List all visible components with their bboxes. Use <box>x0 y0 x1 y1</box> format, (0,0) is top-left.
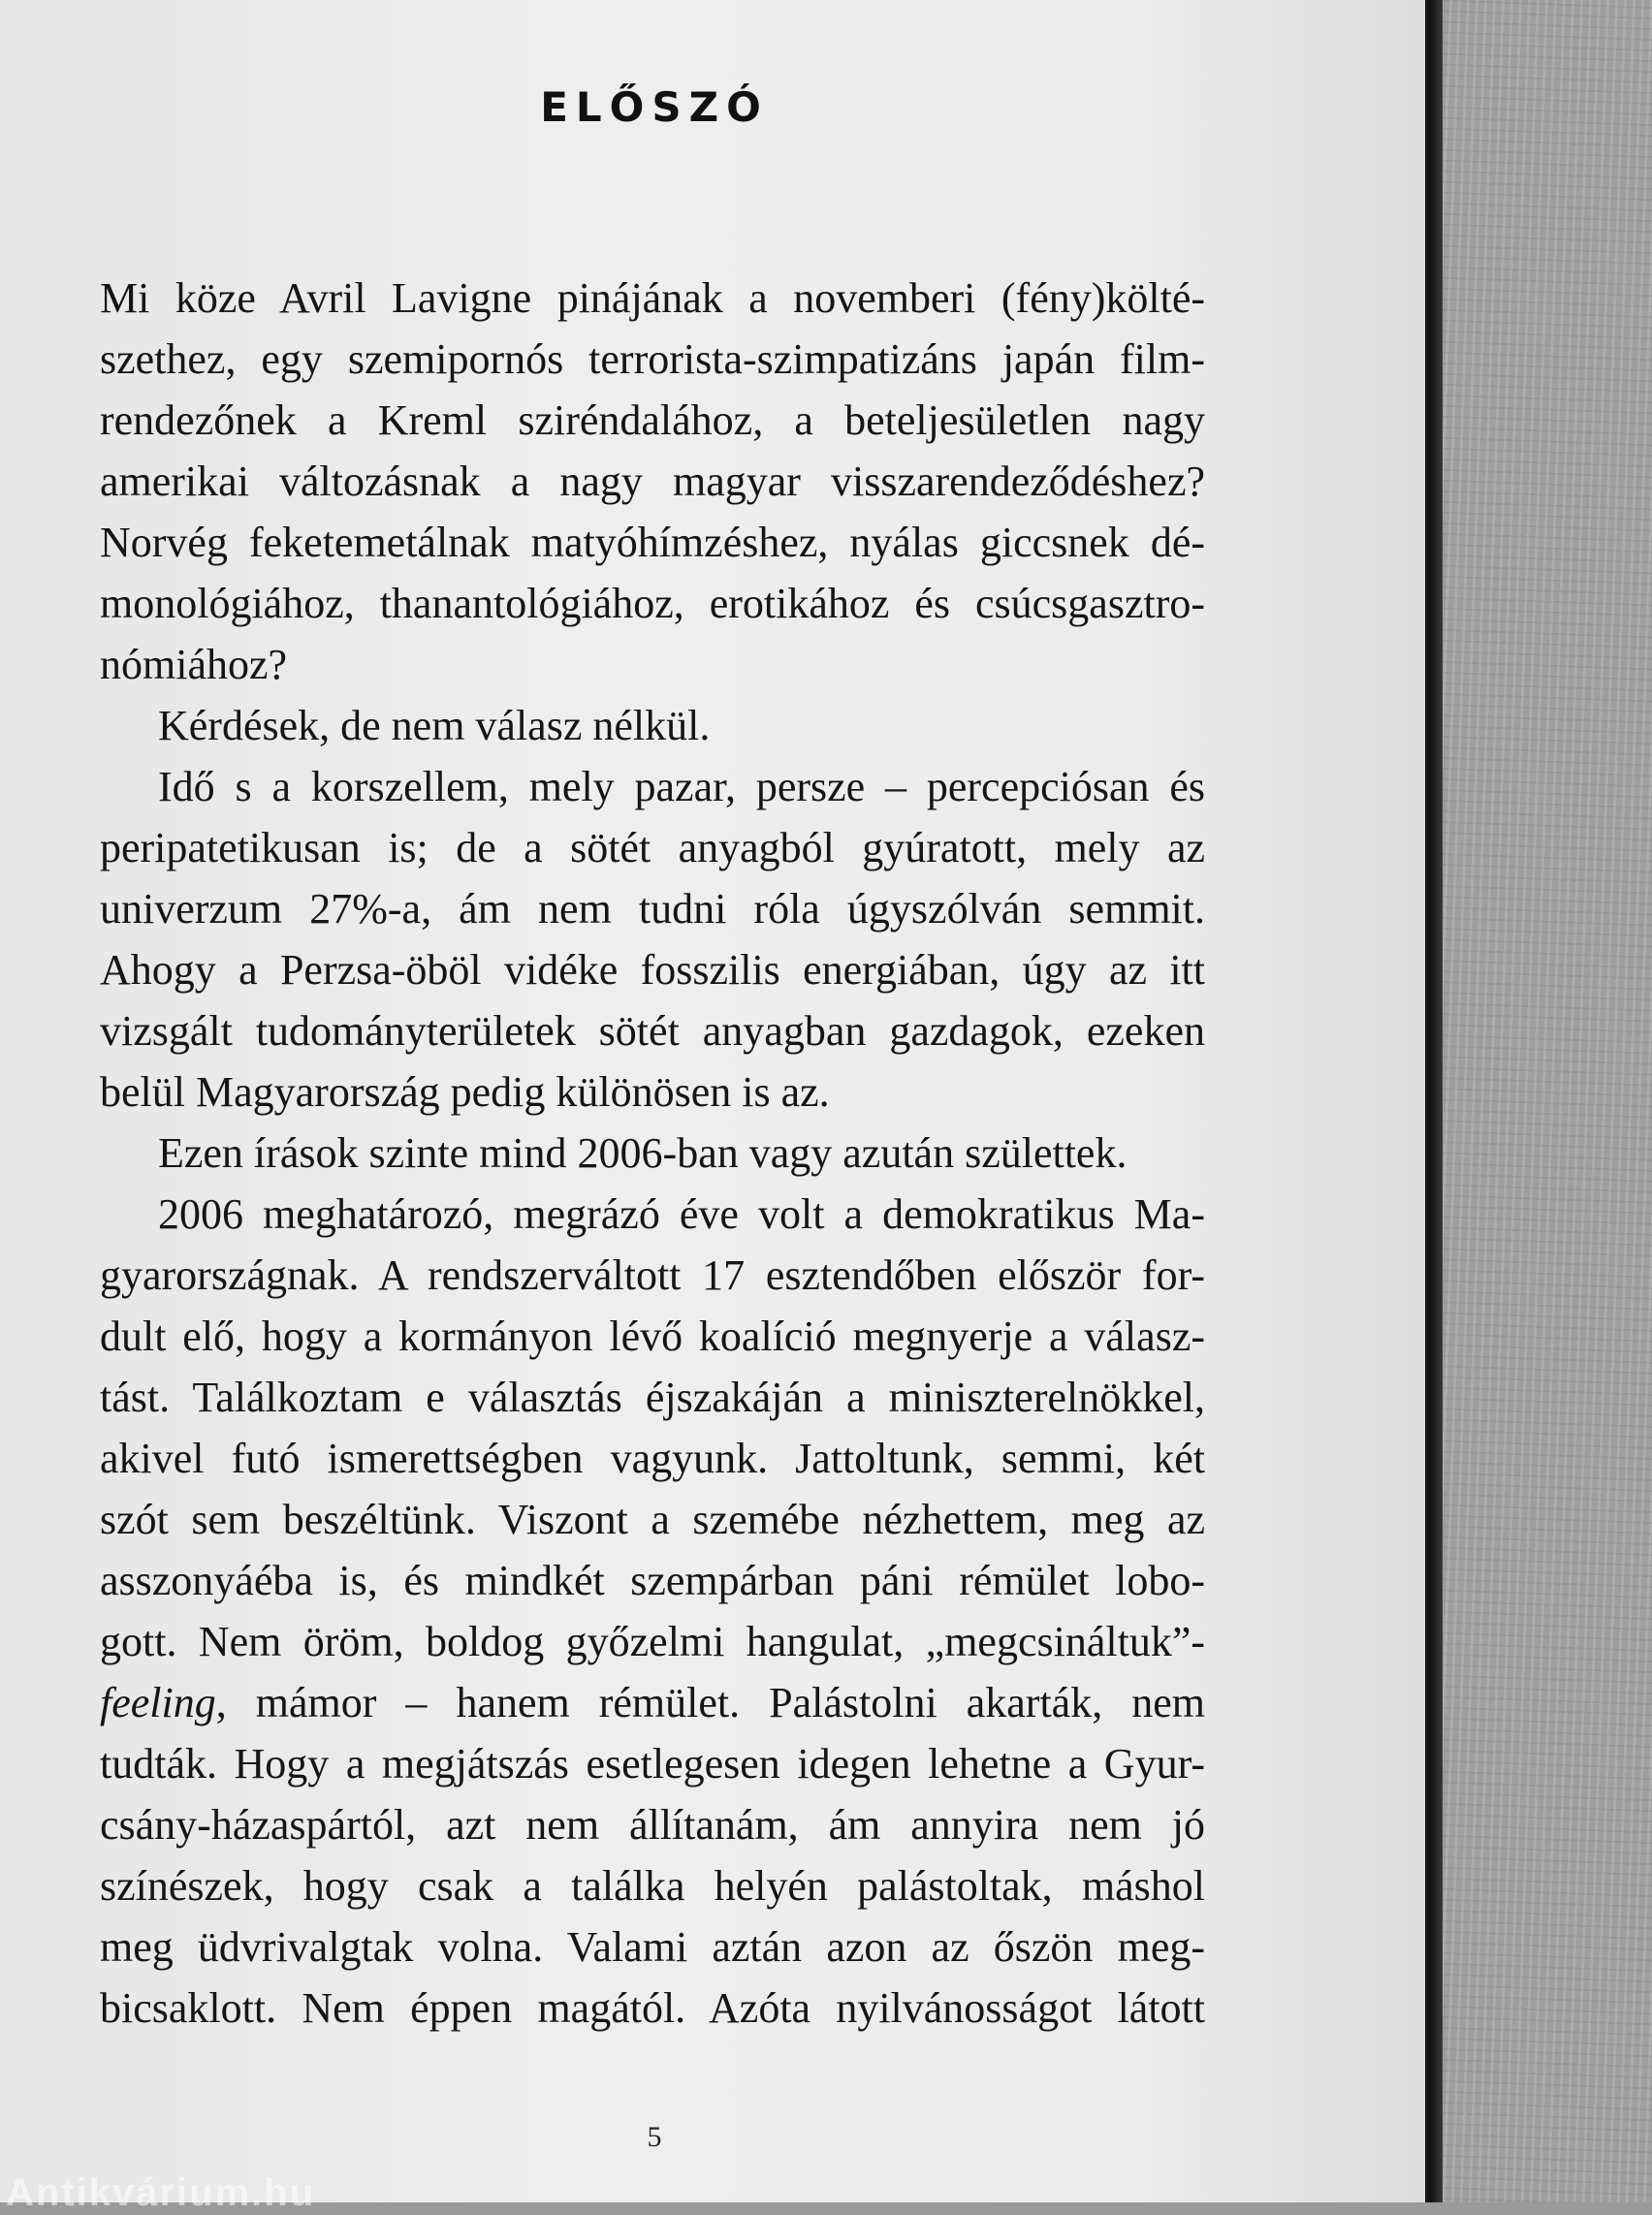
page-title: ELŐSZÓ <box>540 83 769 131</box>
text-line: rendezőnek a Kreml sziréndalához, a beteljesületlen nagy <box>100 396 1205 444</box>
text-line: amerikai változásnak a nagy magyar visszarendeződéshez? <box>100 458 1205 505</box>
text-line: univerzum 27%-a, ám nem tudni róla úgyszólván semmit. <box>100 885 1205 933</box>
text-line: Ahogy a Perzsa-öböl vidéke fosszilis energiában, úgy az itt <box>100 946 1205 994</box>
text-line: dult elő, hogy a kormányon lévő koalíció megnyerje a válasz- <box>100 1313 1205 1360</box>
text-line: szót sem beszéltünk. Viszont a szemébe nézhettem, meg az <box>100 1496 1205 1543</box>
text-line: gott. Nem öröm, boldog győzelmi hangulat, „megcsináltuk”- <box>100 1618 1205 1665</box>
body-text <box>100 268 1205 2039</box>
text-line: gyarországnak. A rendszerváltott 17 esztendőben először for- <box>100 1251 1205 1299</box>
text-line: tást. Találkoztam e választás éjszakáján a miniszterelnökkel, <box>100 1374 1205 1421</box>
text-line: asszonyáéba is, és mindkét szempárban páni rémület lobo- <box>100 1557 1205 1604</box>
text-line: Ezen írások szinte mind 2006-ban vagy azután születtek. <box>158 1129 1128 1177</box>
text-line: bicsaklott. Nem éppen magától. Azóta nyilvánosságot látott <box>100 1984 1205 2032</box>
italic-word: feeling <box>100 1679 216 1726</box>
watermark: Antikvárium.hu <box>6 2171 316 2214</box>
page-number: 5 <box>647 2121 662 2153</box>
text-line: Idő s a korszellem, mely pazar, persze – percepciósan és <box>158 763 1205 810</box>
text-line: szethez, egy szemipornós terrorista-szimpatizáns japán film- <box>100 335 1205 383</box>
text-line: monológiához, thanantológiához, erotikához és csúcsgasztro- <box>100 580 1205 627</box>
text-line: Kérdések, de nem válasz nélkül. <box>158 702 711 749</box>
text-line: Norvég feketemetálnak matyóhímzéshez, nyálas giccsnek dé- <box>100 519 1205 566</box>
text-line: feeling, mámor – hanem rémület. Palástolni akarták, nem <box>100 1679 1205 1726</box>
text-line: vizsgált tudományterületek sötét anyagban gazdagok, ezeken <box>100 1007 1205 1055</box>
text-line: csány-házaspártól, azt nem állítanám, ám annyira nem jó <box>100 1801 1205 1849</box>
text-line: akivel futó ismerettségben vagyunk. Jattoltunk, semmi, két <box>100 1435 1205 1482</box>
text-line: meg üdvrivalgtak volna. Valami aztán azon az őszön meg- <box>100 1923 1205 1971</box>
text-line: Mi köze Avril Lavigne pinájának a novemberi (fény)költé- <box>100 274 1205 322</box>
text-line: belül Magyarország pedig különösen is az. <box>100 1068 830 1116</box>
text-line: tudták. Hogy a megjátszás esetlegesen idegen lehetne a Gyur- <box>100 1740 1205 1788</box>
text-line: peripatetikusan is; de a sötét anyagból gyúratott, mely az <box>100 824 1205 871</box>
text-line: 2006 meghatározó, megrázó éve volt a demokratikus Ma- <box>158 1190 1205 1238</box>
text-line: nómiához? <box>100 641 288 688</box>
text-line: színészek, hogy csak a találka helyén palástoltak, máshol <box>100 1862 1205 1910</box>
